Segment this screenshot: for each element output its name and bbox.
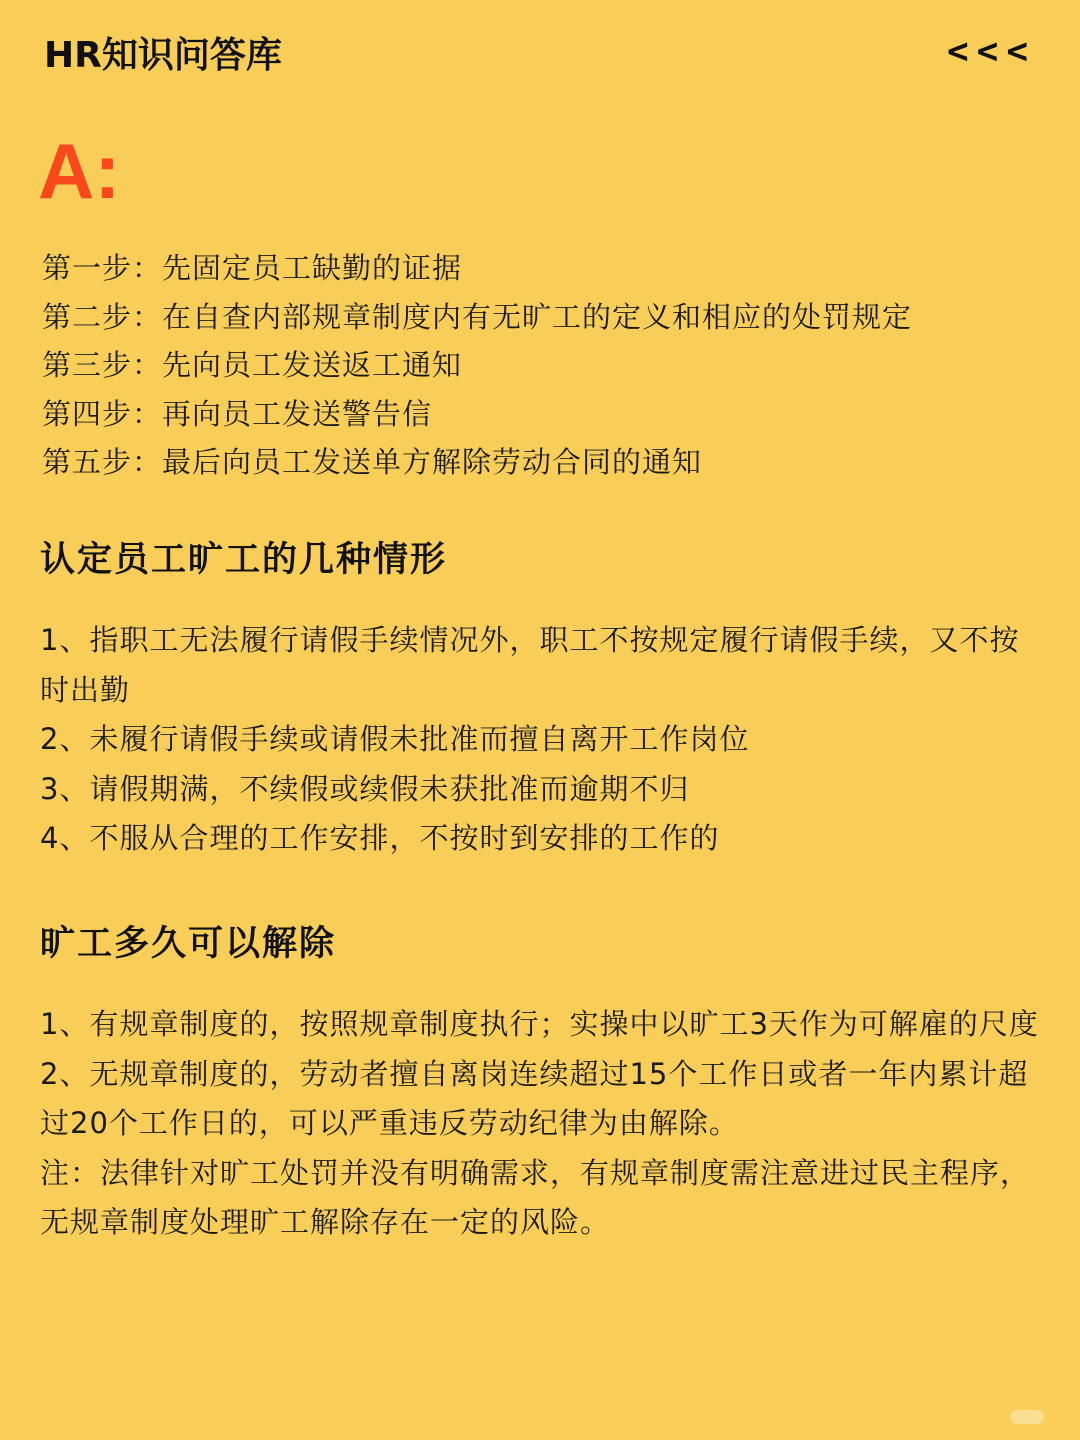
steps-list [42, 244, 1042, 487]
list-item: 1、有规章制度的，按照规章制度执行；实操中以旷工3天作为可解雇的尺度 [40, 1007, 1039, 1041]
list-item: 4、不服从合理的工作安排，不按时到安排的工作的 [40, 821, 720, 855]
page-title: HR知识问答库 [44, 35, 282, 76]
answer-mark: A: [38, 127, 121, 215]
note-item: 注：法律针对旷工处罚并没有明确需求，有规章制度需注意进过民主程序，无规章制度处理旷工解除存在一定的风险。 [40, 1155, 1031, 1239]
termination-list [40, 1000, 1040, 1248]
section-heading-termination: 旷工多久可以解除 [40, 924, 337, 964]
absenteeism-cases-list [40, 616, 1040, 864]
step-item: 第三步：先向员工发送返工通知 [42, 348, 463, 382]
list-item: 2、无规章制度的，劳动者擅自离岗连续超过15个工作日或者一年内累计超过20个工作日的，可以严重违反劳动纪律为由解除。 [40, 1056, 1029, 1140]
watermark-icon [1010, 1410, 1044, 1424]
step-item: 第一步：先固定员工缺勤的证据 [42, 251, 463, 285]
step-item: 第二步：在自查内部规章制度内有无旷工的定义和相应的处罚规定 [42, 299, 913, 334]
section-heading-absenteeism-cases: 认定员工旷工的几种情形 [40, 540, 448, 580]
list-item: 3、请假期满，不续假或续假未获批准而逾期不归 [40, 771, 690, 806]
list-item: 1、指职工无法履行请假手续情况外，职工不按规定履行请假手续，又不按时出勤 [40, 623, 1020, 707]
list-item: 2、未履行请假手续或请假未批准而擅自离开工作岗位 [40, 722, 750, 756]
step-item: 第四步：再向员工发送警告信 [42, 396, 433, 431]
chevron-left-icon: <<< [946, 31, 1036, 72]
step-item: 第五步：最后向员工发送单方解除劳动合同的通知 [42, 445, 703, 479]
